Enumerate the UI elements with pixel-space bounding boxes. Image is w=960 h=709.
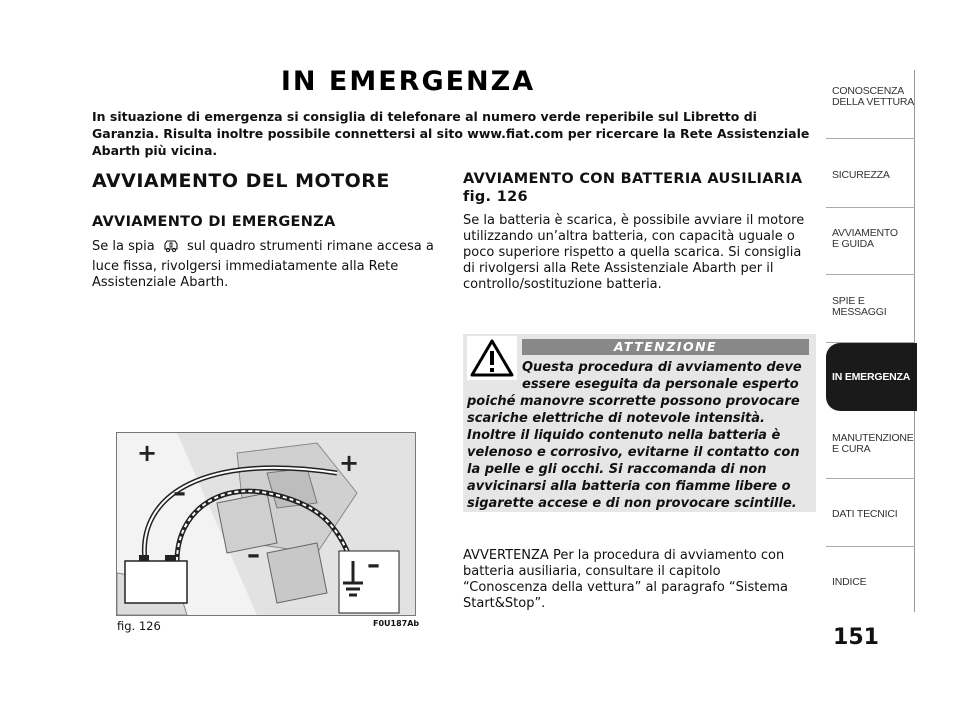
sidebar-tab-avviamento[interactable]: AVVIAMENTO E GUIDA [832,227,898,250]
warning-label: ATTENZIONE [522,339,809,355]
sidebar-tab-manutenzione[interactable]: MANUTENZIONE E CURA [832,432,914,455]
tab-divider [826,207,915,208]
sidebar-tab-spie[interactable]: SPIE E MESSAGGI [832,295,887,318]
paragraph-text-start: Se la spia [92,239,155,254]
intro-paragraph: In situazione di emergenza si consiglia di telefonare al numero verde reperibile sul Libretto di Garanzia. Risulta inoltre possibile connettersi al sito www.fiat.com per ricercare la Rete Assistenziale Abarth più vicina. [92,109,810,158]
figure-code: F0U187Ab [373,619,420,628]
page-number: 151 [833,625,879,650]
paragraph-text-end: sul quadro strumenti rimane accesa a luce fissa, rivolgersi immediatamente alla Rete Assistenziale Abarth. [92,239,434,290]
sidebar-tab-sicurezza[interactable]: SICUREZZA [832,169,890,181]
tab-divider [826,138,915,139]
section-heading-avviamento-motore: AVVIAMENTO DEL MOTORE [92,170,390,192]
warning-text-continued: poiché manovre scorrette possono provocare scariche elettriche di notevole intensità. Inoltre il liquido contenuto nella batteria è velenoso e corrosivo, evitarne il contatto con la pelle e gli occhi. Si raccomanda di non avvicinarsi alla batteria con fiamme libere o sigarette accese e di non provocare scintille. [467,394,800,511]
auxiliary-battery-paragraph: Se la batteria è scarica, è possibile avviare il motore utilizzando un’altra batteria, con capacità uguale o poco superiore rispetto a quella scarica. Si consiglia di rivolgersi alla Rete Assistenziale Abarth per il controllo/sostituzione batteria. [463,213,805,292]
sidebar-tab-dati-tecnici[interactable]: DATI TECNICI [832,508,898,520]
emergency-start-paragraph [92,238,442,291]
car-battery-plus-sign: + [339,449,360,477]
aux-battery-minus-sign: – [173,478,186,508]
note-paragraph: AVVERTENZA Per la procedura di avviamento con batteria ausiliaria, consultare il capitolo “Conoscenza della vettura” al paragrafo “Sistema Start&Stop”. [463,548,789,611]
sidebar-tab-indice[interactable]: INDICE [832,576,867,588]
aux-battery-plus-sign: + [137,439,158,467]
warning-triangle-icon [467,336,517,380]
immobilizer-warning-icon [162,238,180,259]
sidebar-tab-conoscenza[interactable]: CONOSCENZA DELLA VETTURA [832,85,915,108]
warning-text-first: Questa procedura di avviamento deve essere eseguita da personale esperto [522,360,802,392]
ground-minus-sign: – [367,550,380,580]
figure-caption: fig. 126 [117,619,161,633]
tab-divider [826,478,915,479]
subheading-avviamento-emergenza: AVVIAMENTO DI EMERGENZA [92,214,336,230]
tab-divider [826,546,915,547]
car-battery-minus-sign: – [247,540,260,570]
section-heading-batteria-ausiliaria: AVVIAMENTO CON BATTERIA AUSILIARIA fig. 126 [463,171,803,205]
sidebar-tab-in-emergenza[interactable]: IN EMERGENZA [826,343,917,411]
sidebar-rule [914,70,915,612]
page-title: IN EMERGENZA [280,66,536,97]
tab-divider [826,274,915,275]
jump-start-figure [116,432,416,616]
